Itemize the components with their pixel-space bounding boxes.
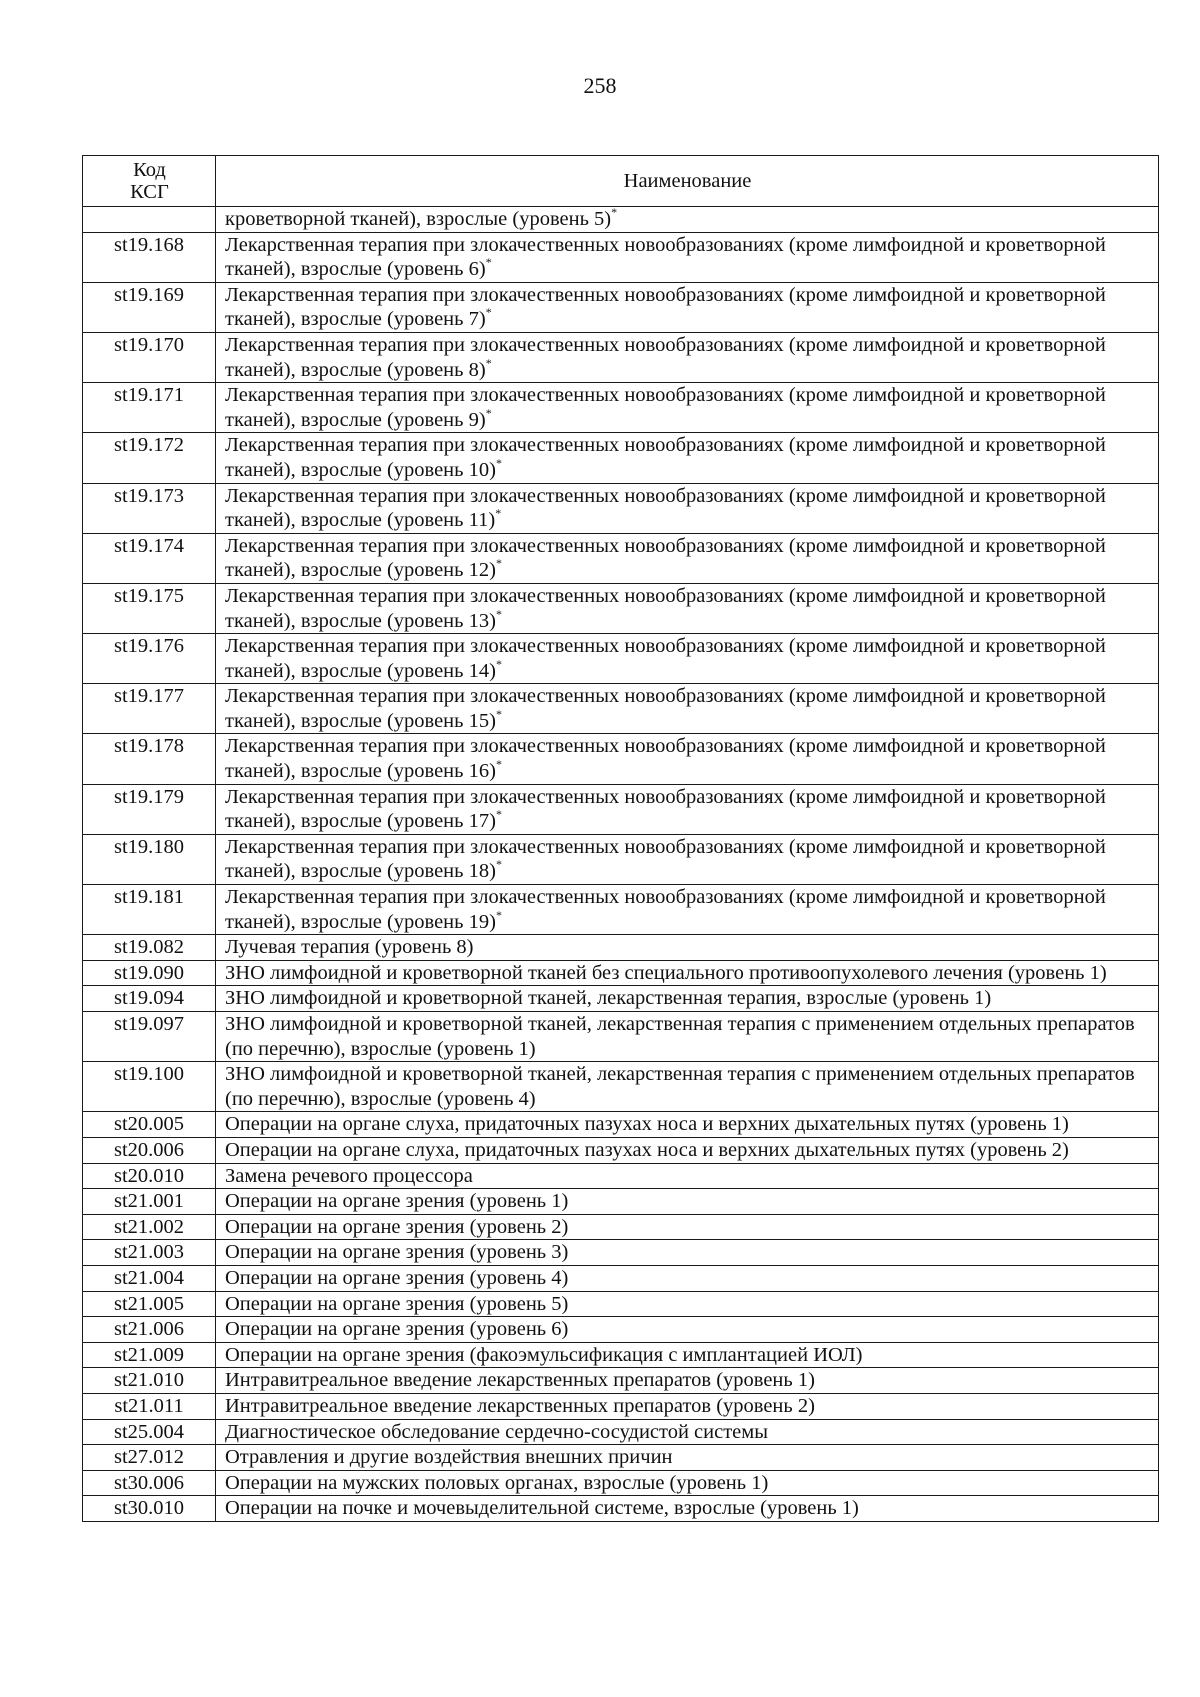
ksg-name-cell xyxy=(216,583,1159,633)
footnote-marker: * xyxy=(495,807,502,822)
ksg-code-cell: st19.094 xyxy=(83,986,216,1012)
table-row xyxy=(83,1342,1159,1368)
table-row xyxy=(83,960,1159,986)
ksg-code-cell: st25.004 xyxy=(83,1419,216,1445)
ksg-name-cell xyxy=(216,1317,1159,1343)
ksg-code-cell: st21.001 xyxy=(83,1189,216,1215)
ksg-code-cell: st19.170 xyxy=(83,332,216,382)
ksg-name-cell xyxy=(216,684,1159,734)
ksg-name-cell xyxy=(216,282,1159,332)
footnote-marker: * xyxy=(495,455,502,470)
ksg-name-text: Лекарственная терапия при злокачественных новообразованиях (кроме лимфоидной и кроветворной тканей), взрослые (уровень 19) xyxy=(225,886,1106,933)
ksg-code-cell: st20.006 xyxy=(83,1137,216,1163)
ksg-table xyxy=(82,155,1159,1522)
ksg-name-cell xyxy=(216,1163,1159,1189)
ksg-code-cell: st19.180 xyxy=(83,834,216,884)
ksg-name-text: Лекарственная терапия при злокачественных новообразованиях (кроме лимфоидной и кроветворной тканей), взрослые (уровень 15) xyxy=(225,685,1106,732)
ksg-name-cell xyxy=(216,1189,1159,1215)
table-row xyxy=(83,483,1159,533)
ksg-name-text: Лекарственная терапия при злокачественных новообразованиях (кроме лимфоидной и кроветворной тканей), взрослые (уровень 7) xyxy=(225,283,1106,331)
ksg-name-text: ЗНО лимфоидной и кроветворной тканей без специального противоопухолевого лечения (уровень 1) xyxy=(225,961,1107,984)
table-row xyxy=(83,1317,1159,1343)
table-row xyxy=(83,1163,1159,1189)
table-row xyxy=(83,1496,1159,1522)
table-row xyxy=(83,1240,1159,1266)
header-row xyxy=(83,156,1159,207)
ksg-name-text: Лекарственная терапия при злокачественных новообразованиях (кроме лимфоидной и кроветворной тканей), взрослые (уровень 6) xyxy=(225,233,1106,281)
ksg-code-cell: st21.002 xyxy=(83,1214,216,1240)
table-row xyxy=(83,383,1159,433)
ksg-name-text: Лекарственная терапия при злокачественных новообразованиях (кроме лимфоидной и кроветворной тканей), взрослые (уровень 13) xyxy=(225,584,1106,632)
ksg-name-cell xyxy=(216,960,1159,986)
table-row xyxy=(83,1368,1159,1394)
ksg-code-cell: st19.179 xyxy=(83,784,216,834)
footnote-marker: * xyxy=(495,556,502,571)
table-row xyxy=(83,784,1159,834)
ksg-code-cell: st21.006 xyxy=(83,1317,216,1343)
ksg-name-cell xyxy=(216,1112,1159,1138)
table-row xyxy=(83,1214,1159,1240)
ksg-name-text: Лекарственная терапия при злокачественных новообразованиях (кроме лимфоидной и кроветворной тканей), взрослые (уровень 12) xyxy=(225,534,1106,582)
footnote-marker: * xyxy=(611,205,618,219)
ksg-name-text: ЗНО лимфоидной и кроветворной тканей, лекарственная терапия, взрослые (уровень 1) xyxy=(225,987,992,1010)
ksg-name-cell xyxy=(216,232,1159,282)
table-row xyxy=(83,332,1159,382)
table-header xyxy=(83,156,1159,207)
ksg-name-cell xyxy=(216,834,1159,884)
ksg-name-text: Лекарственная терапия при злокачественных новообразованиях (кроме лимфоидной и кроветворной тканей), взрослые (уровень 18) xyxy=(225,835,1106,883)
ksg-name-cell xyxy=(216,1368,1159,1394)
footnote-marker: * xyxy=(495,857,502,872)
ksg-name-cell xyxy=(216,1393,1159,1419)
table-row xyxy=(83,282,1159,332)
ksg-name-text: Операции на органе зрения (уровень 6) xyxy=(225,1318,569,1341)
ksg-name-cell xyxy=(216,1419,1159,1445)
ksg-code-cell: st19.168 xyxy=(83,232,216,282)
ksg-code-cell: st19.082 xyxy=(83,935,216,961)
ksg-name-text: Лекарственная терапия при злокачественных новообразованиях (кроме лимфоидной и кроветворной тканей), взрослые (уровень 14) xyxy=(225,635,1106,682)
ksg-name-text: Операции на органе слуха, придаточных пазухах носа и верхних дыхательных путях (уровень 2) xyxy=(225,1138,1069,1161)
ksg-code-cell: st21.009 xyxy=(83,1342,216,1368)
footnote-marker: * xyxy=(495,506,502,521)
ksg-name-text: Операции на почке и мочевыделительной системе, взрослые (уровень 1) xyxy=(225,1497,859,1520)
table-row xyxy=(83,1419,1159,1445)
ksg-code-cell: st19.176 xyxy=(83,634,216,684)
table-row xyxy=(83,1012,1159,1062)
ksg-name-cell xyxy=(216,1445,1159,1471)
ksg-name-text: Замена речевого процессора xyxy=(225,1164,473,1187)
table-row xyxy=(83,533,1159,583)
column-header-code-line1: Код xyxy=(133,159,166,181)
ksg-name-text: Интравитреальное введение лекарственных препаратов (уровень 2) xyxy=(225,1394,815,1417)
ksg-name-text: Лучевая терапия (уровень 8) xyxy=(225,936,474,959)
ksg-name-cell xyxy=(216,383,1159,433)
ksg-name-cell xyxy=(216,734,1159,784)
ksg-name-cell xyxy=(216,986,1159,1012)
column-header-name: Наименование xyxy=(216,156,1159,207)
ksg-code-cell: st19.174 xyxy=(83,533,216,583)
ksg-name-cell xyxy=(216,885,1159,935)
ksg-code-cell: st20.010 xyxy=(83,1163,216,1189)
ksg-name-cell xyxy=(216,483,1159,533)
ksg-code-cell: st21.011 xyxy=(83,1393,216,1419)
footnote-marker: * xyxy=(485,255,492,270)
table-row xyxy=(83,986,1159,1012)
ksg-name-cell xyxy=(216,634,1159,684)
table-row xyxy=(83,1445,1159,1471)
ksg-code-cell: st21.010 xyxy=(83,1368,216,1394)
ksg-name-text: Лекарственная терапия при злокачественных новообразованиях (кроме лимфоидной и кроветворной тканей), взрослые (уровень 17) xyxy=(225,785,1106,833)
ksg-code-cell: st19.181 xyxy=(83,885,216,935)
table-row xyxy=(83,232,1159,282)
ksg-code-cell: st30.006 xyxy=(83,1470,216,1496)
ksg-name-cell xyxy=(216,1137,1159,1163)
ksg-name-text: ЗНО лимфоидной и кроветворной тканей, лекарственная терапия с применением отдельных препаратов (по перечню), взрослые (уровень 1) xyxy=(225,1013,1135,1060)
table-row xyxy=(83,1470,1159,1496)
table-row xyxy=(83,935,1159,961)
ksg-name-text: кроветворной тканей), взрослые (уровень 5) xyxy=(225,208,612,230)
ksg-name-text: Операции на органе зрения (факоэмульсификация с имплантацией ИОЛ) xyxy=(225,1343,863,1366)
ksg-name-cell xyxy=(216,1012,1159,1062)
ksg-code-cell: st19.100 xyxy=(83,1062,216,1112)
table-row xyxy=(83,1112,1159,1138)
ksg-code-cell: st19.090 xyxy=(83,960,216,986)
ksg-name-cell xyxy=(216,332,1159,382)
table-row xyxy=(83,207,1159,233)
ksg-code-cell: st19.178 xyxy=(83,734,216,784)
ksg-name-text: Операции на органе зрения (уровень 1) xyxy=(225,1190,569,1213)
ksg-code-cell: st21.005 xyxy=(83,1291,216,1317)
ksg-name-cell xyxy=(216,433,1159,483)
footnote-marker: * xyxy=(485,355,492,370)
footnote-marker: * xyxy=(495,656,502,671)
ksg-code-cell: st19.169 xyxy=(83,282,216,332)
table-row xyxy=(83,684,1159,734)
table-row xyxy=(83,834,1159,884)
footnote-marker: * xyxy=(495,757,502,772)
ksg-name-cell xyxy=(216,1291,1159,1317)
ksg-name-text: Лекарственная терапия при злокачественных новообразованиях (кроме лимфоидной и кроветворной тканей), взрослые (уровень 10) xyxy=(225,434,1106,481)
footnote-marker: * xyxy=(495,706,502,721)
table-row xyxy=(83,433,1159,483)
ksg-name-text: ЗНО лимфоидной и кроветворной тканей, лекарственная терапия с применением отдельных препаратов (по перечню), взрослые (уровень 4) xyxy=(225,1063,1135,1110)
table-row xyxy=(83,1265,1159,1291)
ksg-name-text: Операции на органе зрения (уровень 2) xyxy=(225,1215,569,1238)
ksg-code-cell: st21.004 xyxy=(83,1265,216,1291)
ksg-name-cell xyxy=(216,1062,1159,1112)
ksg-name-text: Отравления и другие воздействия внешних причин xyxy=(225,1446,673,1469)
ksg-name-text: Операции на органе зрения (уровень 3) xyxy=(225,1241,569,1264)
ksg-name-text: Интравитреальное введение лекарственных препаратов (уровень 1) xyxy=(225,1369,815,1392)
ksg-code-cell: st27.012 xyxy=(83,1445,216,1471)
ksg-name-cell xyxy=(216,1496,1159,1522)
ksg-name-text: Операции на мужских половых органах, взрослые (уровень 1) xyxy=(225,1471,769,1494)
ksg-code-cell: st30.010 xyxy=(83,1496,216,1522)
table-row xyxy=(83,1137,1159,1163)
ksg-name-text: Операции на органе зрения (уровень 4) xyxy=(225,1266,569,1289)
ksg-code-cell: st20.005 xyxy=(83,1112,216,1138)
ksg-code-cell: st19.097 xyxy=(83,1012,216,1062)
ksg-name-cell xyxy=(216,1342,1159,1368)
ksg-code-cell: st21.003 xyxy=(83,1240,216,1266)
ksg-name-cell xyxy=(216,533,1159,583)
footnote-marker: * xyxy=(485,405,492,420)
ksg-code-cell: st19.171 xyxy=(83,383,216,433)
ksg-name-cell xyxy=(216,1214,1159,1240)
ksg-name-text: Лекарственная терапия при злокачественных новообразованиях (кроме лимфоидной и кроветворной тканей), взрослые (уровень 16) xyxy=(225,735,1106,783)
ksg-code-cell xyxy=(83,207,216,233)
table-row xyxy=(83,1062,1159,1112)
ksg-code-cell: st19.175 xyxy=(83,583,216,633)
ksg-name-cell xyxy=(216,784,1159,834)
ksg-name-cell xyxy=(216,935,1159,961)
table-body xyxy=(83,207,1159,1522)
table-row xyxy=(83,1189,1159,1215)
ksg-name-cell xyxy=(216,1470,1159,1496)
ksg-name-text: Лекарственная терапия при злокачественных новообразованиях (кроме лимфоидной и кроветворной тканей), взрослые (уровень 11) xyxy=(225,484,1106,532)
ksg-name-cell xyxy=(216,1265,1159,1291)
table-row xyxy=(83,885,1159,935)
table-row xyxy=(83,583,1159,633)
column-header-code-line2: КСГ xyxy=(130,181,169,203)
column-header-code xyxy=(83,156,216,207)
ksg-name-cell xyxy=(216,207,1159,233)
table-row xyxy=(83,634,1159,684)
ksg-name-text: Диагностическое обследование сердечно-сосудистой системы xyxy=(225,1420,769,1443)
table-row xyxy=(83,1393,1159,1419)
ksg-code-cell: st19.177 xyxy=(83,684,216,734)
footnote-marker: * xyxy=(495,907,502,922)
ksg-code-cell: st19.172 xyxy=(83,433,216,483)
ksg-name-text: Операции на органе зрения (уровень 5) xyxy=(225,1292,569,1315)
table-row xyxy=(83,1291,1159,1317)
ksg-name-text: Операции на органе слуха, придаточных пазухах носа и верхних дыхательных путях (уровень 1) xyxy=(225,1113,1069,1136)
page-number: 258 xyxy=(583,73,617,98)
footnote-marker: * xyxy=(495,606,502,621)
ksg-code-cell: st19.173 xyxy=(83,483,216,533)
ksg-name-text: Лекарственная терапия при злокачественных новообразованиях (кроме лимфоидной и кроветворной тканей), взрослые (уровень 8) xyxy=(225,333,1106,381)
footnote-marker: * xyxy=(485,305,492,320)
table-row xyxy=(83,734,1159,784)
ksg-name-cell xyxy=(216,1240,1159,1266)
ksg-name-text: Лекарственная терапия при злокачественных новообразованиях (кроме лимфоидной и кроветворной тканей), взрослые (уровень 9) xyxy=(225,384,1106,431)
